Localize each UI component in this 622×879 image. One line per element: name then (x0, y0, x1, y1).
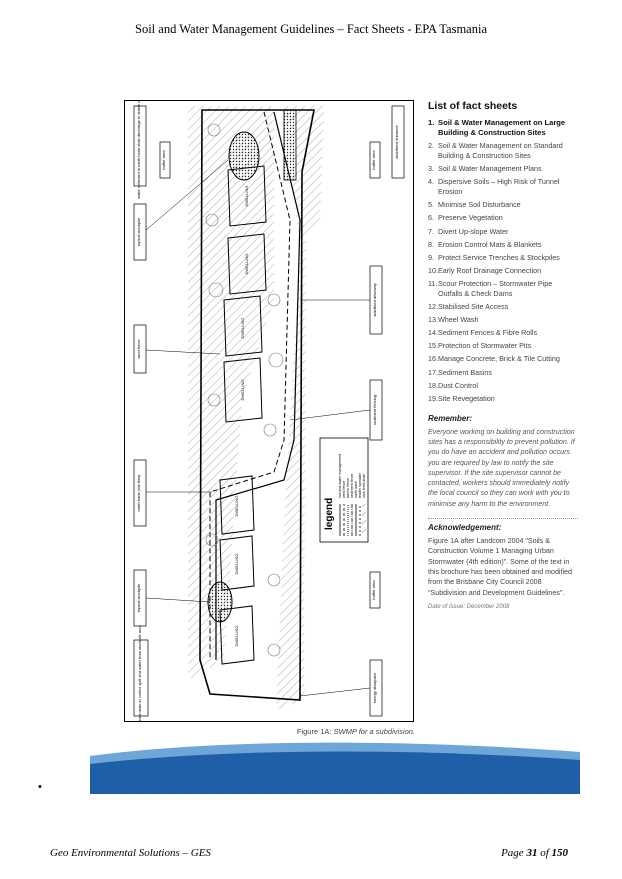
divider (428, 518, 578, 519)
legend-item-2: wind fence (342, 480, 346, 498)
footer-page-total: 150 (551, 847, 568, 859)
date-of-issue: Date of Issue: December 2008 (428, 603, 510, 610)
fact-text: Stabilised Site Access (438, 302, 509, 312)
dwelling-label-7: DWELLING (234, 625, 239, 647)
wave-dark (90, 751, 580, 794)
fact-list-item (428, 368, 578, 378)
fact-number: 7. (428, 226, 434, 236)
fact-text: Dust Control (438, 380, 478, 390)
blue-wave-band (90, 742, 580, 794)
fact-text: Erosion Control Mats & Blankets (438, 239, 542, 249)
fact-list-item (428, 141, 578, 161)
callout-topsoil-bottom: topsoil stockpile (136, 583, 141, 613)
footer-page-number (501, 847, 568, 859)
callout-buffer-right-top: buffer area (371, 150, 376, 170)
callout-sediment-fencing: sediment fencing (372, 394, 377, 426)
fact-list-item (428, 213, 578, 223)
fact-list-item (428, 394, 578, 404)
fact-text: Soil & Water Management Plans (438, 164, 542, 174)
callout-energy-dissipater: energy dissipater (372, 672, 377, 704)
fact-text: Wheel Wash (438, 315, 479, 325)
fact-text: Dispersive Soils – High Risk of Tunnel Erosion (438, 177, 560, 197)
fact-list-heading: List of fact sheets (428, 100, 518, 112)
remember-heading: Remember: (428, 413, 473, 423)
fact-number: 19. (428, 393, 438, 403)
dwelling-label-3: DWELLING (240, 317, 245, 339)
legend-item-7: rock lined drain (362, 473, 366, 498)
fact-list-item (428, 240, 578, 250)
fact-list-item (428, 328, 578, 338)
callout-stabilised-driveway: stabilised driveway (372, 283, 377, 317)
fact-number: 6. (428, 213, 434, 223)
footer-left: Geo Environmental Solutions – GES (50, 847, 211, 859)
fact-list-item (428, 164, 578, 174)
dwelling-label-2: DWELLING (244, 253, 249, 275)
figure-caption-text: SWMP for a subdivision. (333, 727, 415, 736)
fact-number: 14. (428, 328, 438, 338)
callout-buffer-left-top: buffer area (161, 150, 166, 170)
fact-number: 1. (428, 118, 435, 127)
fact-number: 4. (428, 177, 434, 187)
fact-text: Soil & Water Management on Standard Building & Construction Sites (438, 141, 563, 161)
page-header (0, 22, 622, 37)
fact-list-item (428, 227, 578, 237)
fact-text: Protect Service Trenches & Stockpiles (438, 252, 560, 262)
fact-list-item (428, 118, 578, 138)
fact-number: 17. (428, 367, 438, 377)
fact-number: 16. (428, 354, 438, 364)
page-footer (50, 847, 568, 859)
remember-text: Everyone working on building and construction sites has a responsibility to prevent pollution. If you do have an accident and pollution occurs you are required by law to notify the site supervisor. If the site supervisor cannot be contacted, workers should immediately notify the local council so they can work with you to minimise any harm to the environment. (428, 427, 575, 508)
fact-list-item (428, 354, 578, 364)
legend-title: legend (324, 497, 335, 530)
fact-text: Site Revegetation (438, 393, 495, 403)
fact-list-item (428, 279, 578, 299)
fact-list-item (428, 315, 578, 325)
legend-item-1: soil and water management (338, 453, 342, 498)
fact-text: Early Roof Drainage Connection (438, 265, 542, 275)
fact-list-item (428, 381, 578, 391)
stabilised-entrance-pad (284, 110, 296, 180)
fact-text: Soil & Water Management on Large Building & Construction Sites (438, 118, 566, 137)
callout-top-left: water collected in earth bank shall discharge to stable outlet (136, 100, 141, 199)
fact-number: 3. (428, 164, 434, 174)
dwelling-label-5: DWELLING (234, 495, 239, 517)
callout-buffer-right-bottom: buffer area (371, 580, 376, 600)
acknowledgement-heading: Acknowledgement: (428, 523, 502, 533)
swmp-figure (124, 100, 414, 722)
legend-item-4: sediment fence (350, 473, 354, 498)
callout-stabilised-entrance: stabilised entrance (394, 125, 399, 159)
legend (320, 438, 368, 542)
fact-list-item (428, 302, 578, 312)
legend-item-3: barrier fence (346, 477, 350, 498)
fact-list-item (428, 253, 578, 263)
fact-list (428, 118, 578, 404)
fact-text: Manage Concrete, Brick & Tile Cutting (438, 354, 560, 364)
callout-earth-bank: earth bank (low flow) (136, 474, 141, 512)
fact-number: 13. (428, 315, 438, 325)
page-header-title: Soil and Water Management Guidelines – Fact Sheets - EPA Tasmania (135, 22, 487, 36)
fact-list-item (428, 341, 578, 351)
fact-number: 11. (428, 278, 438, 288)
dwelling-label-4: DWELLING (240, 379, 245, 401)
acknowledgement-text: Figure 1A after Landcom 2004 "Soils & Construction Volume 1 Managing Urban Stormwater (4th edition)". Some of the text in this brochure has been obtained and modified from the Brisbane City Council 2008 "Subdivision and Development Guidelines". (428, 537, 572, 597)
fact-number: 2. (428, 141, 434, 151)
fact-number: 12. (428, 302, 438, 312)
legend-item-6: leader spreader (358, 472, 362, 498)
legend-item-5: earth bank (354, 481, 358, 498)
fact-text: Protection of Stormwater Pits (438, 341, 532, 351)
footer-page-current: 31 (526, 847, 538, 859)
fact-number: 8. (428, 239, 434, 249)
fact-text: Minimise Soil Disturbance (438, 200, 521, 210)
fact-number: 10. (428, 265, 438, 275)
callout-wind-fence: wind fence (136, 339, 141, 359)
dwelling-label-6: DWELLING (234, 553, 239, 575)
fact-number: 15. (428, 341, 438, 351)
fact-text: Preserve Vegetation (438, 213, 503, 223)
footer-page-of: of (540, 847, 549, 859)
fact-number: 5. (428, 200, 434, 210)
figure-caption (230, 727, 415, 736)
fact-number: 18. (428, 380, 438, 390)
fact-list-item (428, 200, 578, 210)
fact-list-item (428, 266, 578, 276)
callout-bottom-left: rock lined drain to collect spill and water from stockpile area (137, 625, 142, 722)
bullet-glyph: • (38, 781, 42, 793)
topsoil-stockpile-top (229, 132, 259, 180)
figure-caption-label: Figure 1A: (296, 727, 332, 736)
dwelling-label-1: DWELLING (244, 185, 249, 207)
fact-number: 9. (428, 252, 434, 262)
fact-text: Scour Protection – Stormwater Pipe Outfalls & Check Dams (438, 278, 553, 298)
callout-topsoil-top: topsoil stockpile (136, 217, 141, 247)
fact-text: Sediment Basins (438, 367, 492, 377)
swmp-diagram (124, 100, 414, 722)
fact-text: Sediment Fences & Fibre Rolls (438, 328, 538, 338)
fact-sheet-sidebar (428, 100, 578, 610)
footer-page-label: Page (501, 847, 524, 859)
fact-text: Divert Up-slope Water (438, 226, 509, 236)
fact-list-item (428, 177, 578, 197)
